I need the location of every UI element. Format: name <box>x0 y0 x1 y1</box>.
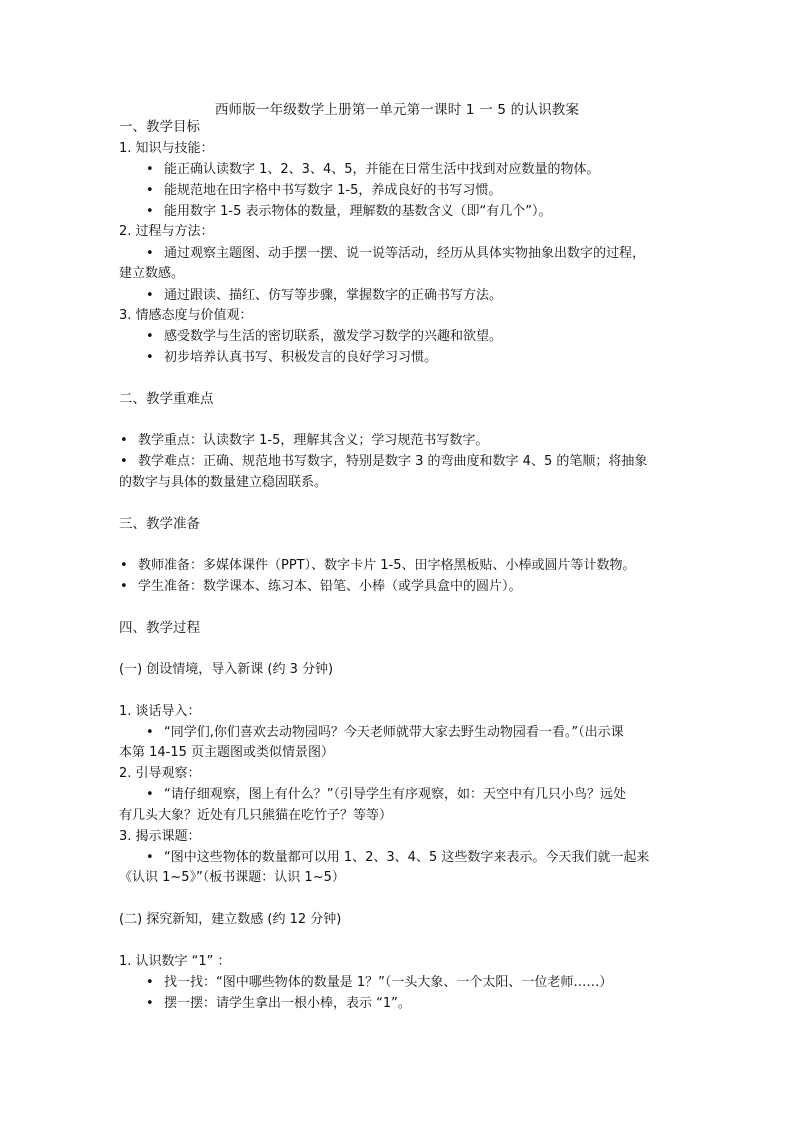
list-item-continuation: 本第 14-15 页主题图或类似情景图） <box>119 745 335 760</box>
list-item: • 教学难点：正确、规范地书写数字，特别是数字 3 的弯曲度和数字 4、5 的笔顺；将抽象 <box>120 451 680 472</box>
list-item: • 通过观察主题图、动手摆一摆、说一说等活动，经历从具体实物抽象出数字的过程， <box>146 243 706 264</box>
subheading-attitudes: 3. 情感态度与价值观： <box>119 308 253 323</box>
bullet-icon: • <box>146 204 154 219</box>
subsection-heading: (一) 创设情境，导入新课 (约 3 分钟) <box>119 662 334 677</box>
step-title: 3. 揭示课题： <box>119 829 201 844</box>
list-item: • 能正确认读数字 1、2、3、4、5，并能在日常生活中找到对应数量的物体。 <box>146 159 706 180</box>
list-item: • 摆一摆：请学生拿出一根小棒，表示 “1”。 <box>146 993 706 1014</box>
bullet-icon: • <box>120 558 128 573</box>
subsection-heading: (二) 探究新知，建立数感 (约 12 分钟) <box>119 912 342 927</box>
list-item: • “图中这些物体的数量都可以用 1、2、3、4、5 这些数字来表示。今天我们就一起来 <box>146 847 706 868</box>
list-item: • 能规范地在田字格中书写数字 1-5，养成良好的书写习惯。 <box>146 180 706 201</box>
list-item: • 教师准备：多媒体课件（PPT）、数字卡片 1-5、田字格黑板贴、小棒或圆片等计数物。 <box>120 555 680 576</box>
step-title: 1. 谈话导入： <box>119 704 201 719</box>
list-item-continuation: 《认识 1~5》”（板书课题：认识 1~5） <box>119 870 345 885</box>
bullet-icon: • <box>146 725 154 740</box>
list-item: • 感受数学与生活的密切联系，激发学习数学的兴趣和欲望。 <box>146 326 706 347</box>
section-heading-objectives: 一、教学目标 <box>119 119 200 135</box>
bullet-icon: • <box>146 996 154 1011</box>
list-item-continuation: 有几头大象？近处有几只熊猫在吃竹子？等等） <box>119 808 393 823</box>
list-item: • 学生准备：数学课本、练习本、铅笔、小棒（或学具盒中的圆片）。 <box>120 576 680 597</box>
section-heading-key-points: 二、教学重难点 <box>119 391 214 407</box>
list-item: • 初步培养认真书写、积极发言的良好学习习惯。 <box>146 347 706 368</box>
list-item: • 能用数字 1-5 表示物体的数量，理解数的基数含义（即“有几个”）。 <box>146 201 706 222</box>
bullet-icon: • <box>120 433 128 448</box>
list-item: • “同学们,你们喜欢去动物园吗？今天老师就带大家去野生动物园看一看。”（出示课 <box>146 722 706 743</box>
section-heading-preparation: 三、教学准备 <box>119 516 200 532</box>
section-heading-process: 四、教学过程 <box>119 620 200 636</box>
step-title: 2. 引导观察： <box>119 766 201 781</box>
bullet-icon: • <box>120 454 128 469</box>
bullet-icon: • <box>146 850 154 865</box>
list-item: • 找一找：“图中哪些物体的数量是 1？”（一头大象、一个太阳、一位老师……） <box>146 972 706 993</box>
bullet-icon: • <box>146 975 154 990</box>
list-item-continuation: 的数字与具体的数量建立稳固联系。 <box>119 475 328 490</box>
bullet-icon: • <box>120 579 128 594</box>
document-title: 西师版一年级数学上册第一单元第一课时 1 一 5 的认识教案 <box>214 102 580 118</box>
list-item-continuation: 建立数感。 <box>119 266 185 281</box>
bullet-icon: • <box>146 787 154 802</box>
list-item: • 通过跟读、描红、仿写等步骤，掌握数字的正确书写方法。 <box>146 285 706 306</box>
bullet-icon: • <box>146 288 154 303</box>
list-item: • “请仔细观察，图上有什么？”（引导学生有序观察，如：天空中有几只小鸟？远处 <box>146 784 706 805</box>
bullet-icon: • <box>146 246 154 261</box>
bullet-icon: • <box>146 329 154 344</box>
bullet-icon: • <box>146 162 154 177</box>
subheading-knowledge: 1. 知识与技能： <box>119 141 214 156</box>
step-title: 1. 认识数字 “1” ： <box>119 954 231 969</box>
bullet-icon: • <box>146 183 154 198</box>
list-item: • 教学重点：认读数字 1-5，理解其含义；学习规范书写数字。 <box>120 430 680 451</box>
subheading-methods: 2. 过程与方法： <box>119 224 214 239</box>
bullet-icon: • <box>146 350 154 365</box>
